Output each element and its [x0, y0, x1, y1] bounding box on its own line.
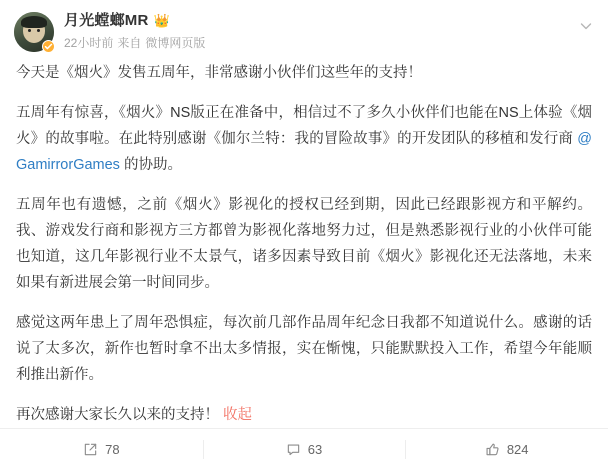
post-paragraph	[16, 100, 592, 178]
post-meta	[64, 37, 594, 49]
share-icon	[83, 442, 98, 457]
post-author-block	[64, 12, 594, 49]
chevron-down-icon[interactable]	[578, 18, 594, 34]
post-paragraph: 今天是《烟火》发售五周年，非常感谢小伙伴们这些年的支持！	[16, 65, 422, 81]
share-count: 78	[105, 442, 120, 457]
post-paragraph: 感觉这两年患上了周年恐惧症，每次前几部作品周年纪念日我都不知道说什么。感谢的话说了太多次，新作也暂时拿不出太多情报，实在惭愧，只能默默投入工作，希望今年能顺利推出新作。	[16, 315, 592, 383]
thumbs-up-icon	[485, 442, 500, 457]
share-button[interactable]	[0, 429, 203, 470]
like-button[interactable]	[405, 429, 608, 470]
comment-button[interactable]	[203, 429, 406, 470]
mention-link[interactable]: @GamirrorGames	[16, 131, 592, 173]
avatar-eye-right	[37, 29, 40, 32]
post-paragraph-last	[16, 402, 592, 428]
post-source-prefix: 来自	[117, 36, 142, 50]
post-paragraph: 五周年也有遗憾，之前《烟火》影视化的授权已经到期，因此已经跟影视方和平解约。我、游戏发行商和影视方三方都曾为影视化落地努力过，但是熟悉影视行业的小伙伴可能也知道，这几年影视行业不太景气，诸多因素导致目前《烟火》影视化还无法落地，未来如果有新进展会第一时间同步。	[16, 197, 592, 291]
post-footer	[0, 428, 608, 470]
avatar-eye-left	[28, 29, 31, 32]
author-name-row	[64, 13, 594, 28]
paragraph-text-part: 的协助。	[119, 157, 182, 173]
avatar-hair	[21, 16, 47, 28]
comment-count: 63	[307, 442, 323, 457]
crown-icon: 👑	[153, 13, 170, 28]
comment-icon	[286, 442, 301, 457]
author-name[interactable]: 月光螳螂MR	[64, 12, 149, 29]
paragraph-text-part: 五周年有惊喜，《烟火》NS版正在准备中，相信过不了多久小伙伴们也能在NS上体验《烟火》的故事啦。在此特别感谢《伽尔兰特：我的冒险故事》的开发团队的移植和发行商	[16, 105, 592, 147]
post-time: 22小时前	[64, 36, 114, 50]
paragraph-text-part: 再次感谢大家长久以来的支持！	[16, 407, 219, 423]
collapse-toggle[interactable]: 收起	[223, 407, 252, 423]
avatar[interactable]	[14, 12, 54, 52]
post-source[interactable]: 微博网页版	[145, 36, 206, 50]
like-count: 824	[506, 442, 529, 457]
post-header	[0, 0, 608, 52]
post-content	[0, 52, 608, 428]
verified-badge-icon	[42, 40, 55, 53]
